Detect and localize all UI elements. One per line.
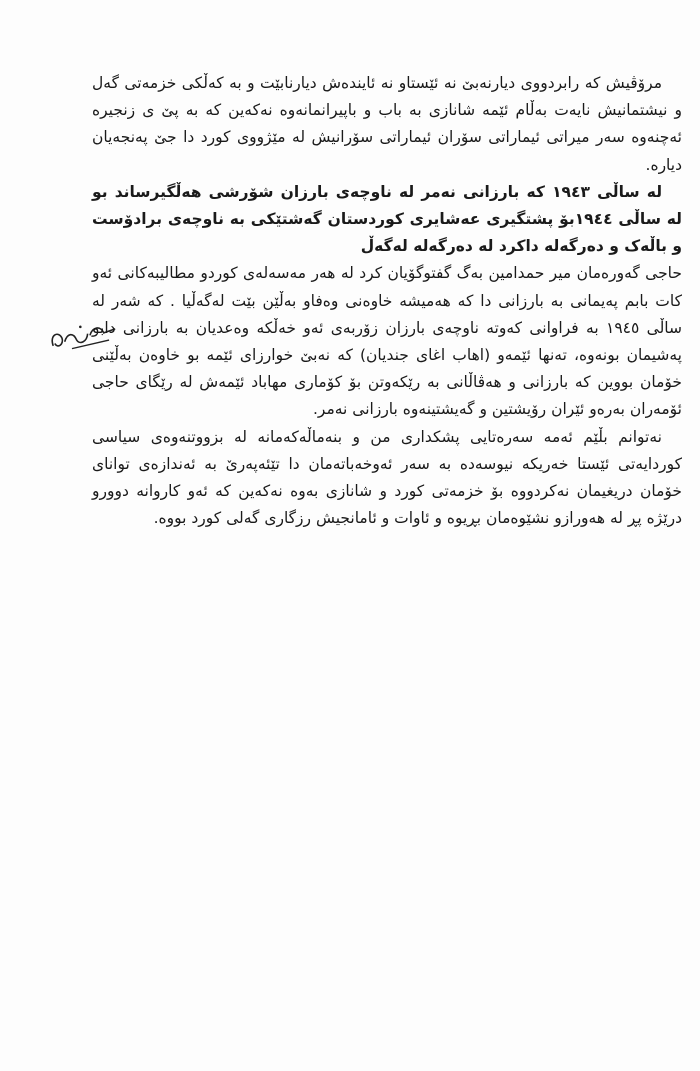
body-text — [92, 70, 682, 532]
paragraph-2: لە ساڵی ١٩٤٣ کە بارزانی نەمر لە ناوچەی بارزان شۆرشی هەڵگیرساند بو لە ساڵی ١٩٤٤بۆ پشتگیری عەشایری کوردستان گەشتێکی بە ناوچەی برادۆست و باڵەک و دەرگەلە داکرد لە دەرگەلە لەگەڵ — [92, 182, 682, 256]
paragraph-4: نەتوانم بڵێم ئەمە سەرەتایی پشکداری من و بنەماڵەکەمانە لە بزووتنەوەی سیاسی کوردایەتی ئێستا خەریکە نیوسەدە بە سەر ئەوخەباتەمان دا تێئەپەرێ بە ئەندازەی توانای خۆمان دریغیمان نەکردووە بۆ خزمەتی کورد و شانازی بەوە نەکەین کە ئەو کاروانە دوورو درێژە پڕ لە هەورازو نشێوەمان بڕیوە و ئاوات و ئامانجیش رزگاری گەلی کورد بووە. — [92, 427, 682, 528]
paragraph-1: مرۆڤیش کە رابردووی دیارنەبێ نە ئێستاو نە ئایندەش دیارنابێت و بە کەڵکی خزمەتی گەل و نیشتمانیش نایەت بەڵام ئێمە شانازی بە باب و باپیرانمانەوە نەکەین کە بە پێ ی زنجیرە ئەچنەوە سەر میراتی ئیماراتی سۆران ئیماراتی سۆرانیش لە مێژووی کورد دا جێ پەنجەیان دیارە. — [92, 74, 682, 174]
paragraph-3: حاجی گەورەمان میر حمدامین بەگ گفتوگۆیان کرد لە هەر مەسەلەی کوردو مطالیبەکانی ئەو کات بابم پەیمانی بە بارزانی دا کە هەمیشە خاوەنی وەفاو بەڵێن بێت لەگەڵیا . کە شەر لە ساڵی ١٩٤٥ بە فراوانی کەوتە ناوچەی بارزان زۆربەی ئەو خەڵکە وەعدیان بە بارزانی دابو پەشیمان بونەوە، تەنها ئێمەو (اهاب اغای جندیان) کە نەبێ خوارزای ئێمە بو خاوەن بەڵێنی خۆمان بووین کە بارزانی و هەڤاڵانی بە رێکەوتن بۆ کۆماری مهاباد ئێمەش لە رێگای حاجی ئۆمەران بەرەو ئێران رۆیشتین و گەیشتینەوە بارزانی نەمر. — [92, 264, 683, 419]
